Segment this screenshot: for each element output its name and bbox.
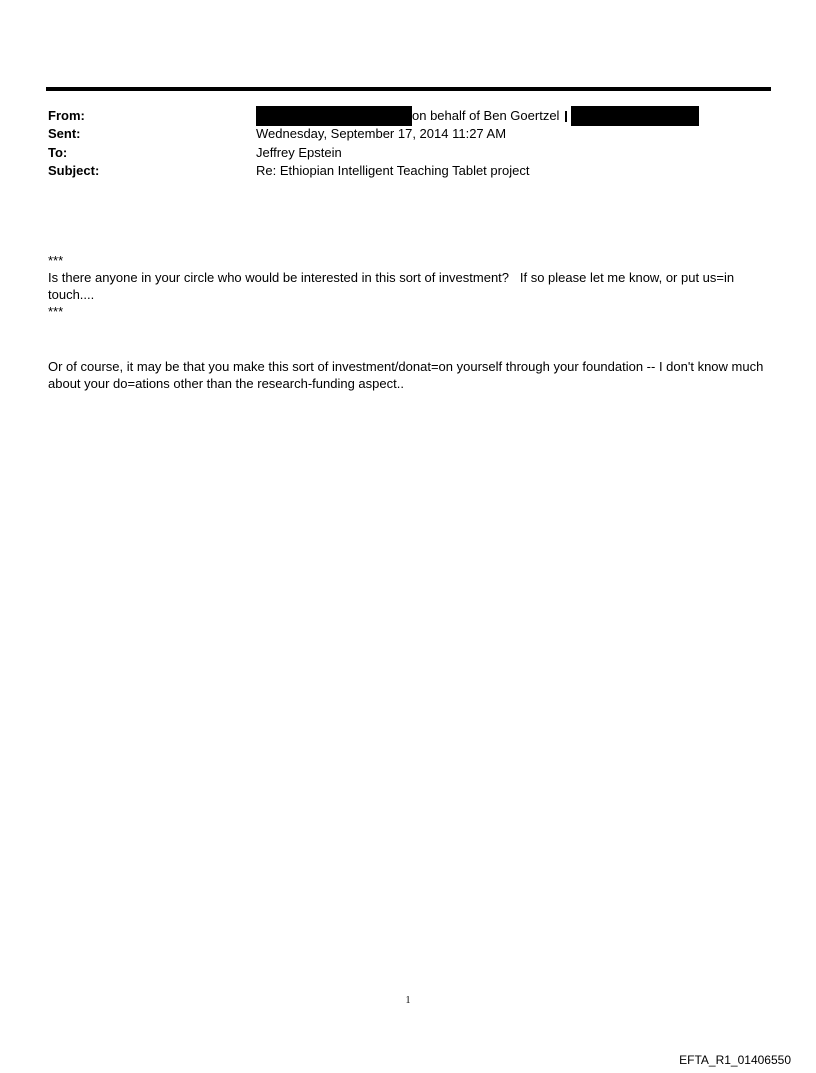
- sent-label: Sent:: [48, 126, 81, 142]
- from-value-wrap: [256, 107, 699, 125]
- to-value: Jeffrey Epstein: [256, 144, 342, 160]
- to-row: [48, 144, 778, 162]
- body-paragraph-1: *** Is there anyone in your circle who would be interested in this sort of investment? If so please let me know, or put us=in touch.... ***: [48, 253, 735, 319]
- header-divider: [46, 87, 771, 91]
- redaction-edge: [565, 111, 567, 122]
- page-number: 1: [405, 995, 411, 1006]
- sent-row: [48, 125, 778, 143]
- body-paragraph-2: Or of course, it may be that you make this sort of investment/donat=on yourself through your foundation -- I don't know much about your do=ations other than the research-funding aspect..: [48, 359, 767, 391]
- from-value: on behalf of Ben Goertzel: [412, 108, 560, 123]
- from-label: From:: [48, 108, 85, 123]
- subject-label: Subject:: [48, 162, 100, 178]
- document-id: EFTA_R1_01406550: [679, 1053, 791, 1067]
- to-label: To:: [48, 144, 68, 160]
- email-header: [48, 107, 778, 180]
- redaction-box: [571, 106, 699, 126]
- sent-value: Wednesday, September 17, 2014 11:27 AM: [256, 126, 507, 142]
- from-row: [48, 107, 778, 125]
- subject-value: Re: Ethiopian Intelligent Teaching Tablet project: [256, 162, 530, 178]
- subject-row: [48, 162, 778, 180]
- redaction-box: [256, 106, 412, 126]
